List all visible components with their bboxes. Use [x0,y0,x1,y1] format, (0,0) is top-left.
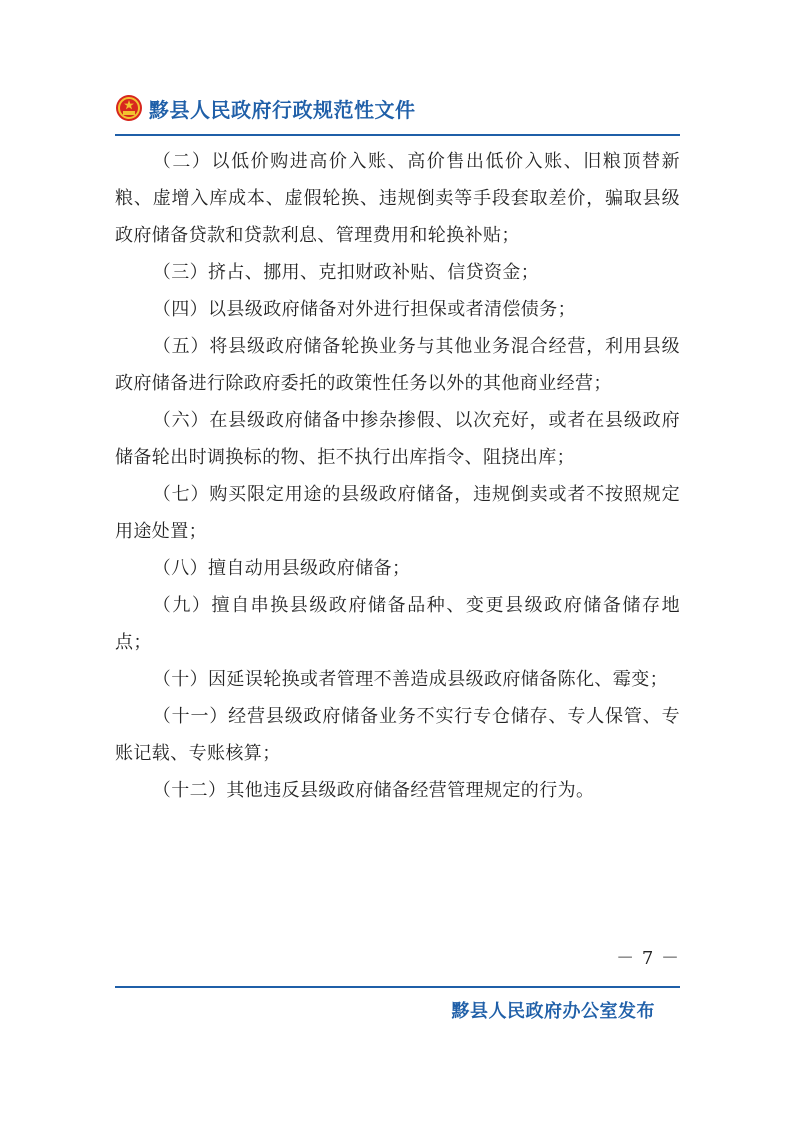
paragraph-item-6: （六）在县级政府储备中掺杂掺假、以次充好，或者在县级政府储备轮出时调换标的物、拒不执行出库指令、阻挠出库； [115,410,680,468]
paragraph-item-9: （九）擅自串换县级政府储备品种、变更县级政府储备储存地点； [115,595,680,653]
header-title: 黟县人民政府行政规范性文件 [149,97,416,122]
paragraph-item-12: （十二）其他违反县级政府储备经营管理规定的行为。 [152,780,595,801]
header-divider [115,134,680,136]
paragraph-item-4: （四）以县级政府储备对外进行担保或者清偿债务； [152,299,576,320]
document-body [115,143,680,809]
paragraph-item-7: （七）购买限定用途的县级政府储备，违规倒卖或者不按照规定用途处置； [115,484,680,542]
paragraph-item-2: （二）以低价购进高价入账、高价售出低价入账、旧粮顶替新粮、虚增入库成本、虚假轮换、违规倒卖等手段套取差价，骗取县级政府储备贷款和贷款利息、管理费用和轮换补贴； [115,151,680,246]
paragraph-item-10: （十）因延误轮换或者管理不善造成县级政府储备陈化、霉变； [152,669,668,690]
paragraph-item-3: （三）挤占、挪用、克扣财政补贴、信贷资金； [152,262,540,283]
document-header [115,88,680,128]
footer-divider [115,986,680,988]
paragraph-item-5: （五）将县级政府储备轮换业务与其他业务混合经营，利用县级政府储备进行除政府委托的政策性任务以外的其他商业经营； [115,336,680,394]
footer-publisher: 黟县人民政府办公室发布 [451,1001,655,1022]
paragraph-item-11: （十一）经营县级政府储备业务不实行专仓储存、专人保管、专账记载、专账核算； [115,706,680,764]
national-emblem-icon [115,94,143,122]
paragraph-item-8: （八）擅自动用县级政府储备； [152,558,411,579]
page-number: － 7 － [616,948,680,969]
